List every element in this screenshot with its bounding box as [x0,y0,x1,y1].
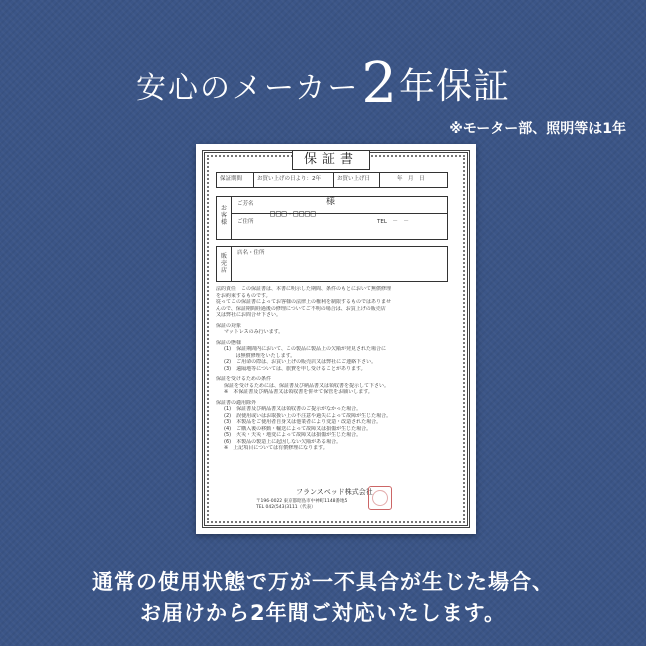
dealer-side-label: 販売店 [220,253,227,274]
terms-heading: 保証の対象 [216,322,242,329]
terms-line: ※ 本保証書及び納品書又は領収書を併せて保管をお願いします。 [224,389,373,395]
terms-line: (6) 本製品の製造上に起因しない欠陥がある場合。 [224,438,342,445]
customer-side-label: お客様 [220,205,227,226]
terms-line: (5) 火災・天災・地変によって故障又は損傷が生じた場合。 [224,432,362,438]
terms-line: (3) 遠隔地等については、旅費を申し受けることがあります。 [224,365,366,372]
terms-line: は無償修理をいたします。 [224,352,296,359]
terms-text [216,286,456,452]
postal-code-boxes: □□□-□□□□ [270,209,317,218]
terms-line: ※ 上記項目については有償修理になります。 [224,445,328,451]
company-seal-stamp [368,486,392,510]
terms-heading: 保証書の適用除外 [216,399,257,406]
terms-heading: 保証の態様 [216,339,242,346]
period-from: お買い上げの日より：2年 [257,176,322,182]
company-name: フランスベッド株式会社 [296,488,373,496]
headline [0,51,646,116]
terms-heading: 保証を受けるための条件 [216,376,272,382]
dealer-box [216,246,448,282]
bottom-line-2: お届けから2年間ご対応いたします。 [140,601,506,625]
terms-line: 又は弊社にお問合せ下さい。 [216,312,282,318]
terms-line: をお約束するものです。 [216,292,271,299]
name-label: ご芳名 [237,201,254,207]
bottom-line-1: 通常の使用状態で万が一不具合が生じた場合、 [92,570,554,594]
terms-line: (3) 本製品をご使用者自身又は他業者により変造・改造された場合。 [224,419,382,425]
period-label: 保証期間 [220,176,243,182]
headline-part1: 安心のメーカー [135,71,360,106]
card-title: 保証書 [292,150,370,170]
purchase-date-label: お買い上げ日 [337,176,371,182]
terms-line: (4) ご購入後の移動・輸送によって故障又は損傷が生じた場合。 [224,425,372,432]
sama-label: 様 [326,197,336,207]
dealer-label: 店名・住所 [237,250,265,256]
terms-line: (1) 保証書及び納品書又は領収書のご提示がなかった場合。 [224,406,362,412]
terms-line: 従ってこの保証書によってお客様の法律上の権利を制限するものではありませ [216,299,392,305]
terms-line: (2) 誤使用或いはお取扱い上の不注意や過失によって故障が生じた場合。 [224,412,392,419]
address-label: ご住所 [237,219,254,225]
terms-line: (1) 保証期間内において、この製品に製品上の欠陥が発見された場合に [224,346,386,352]
company-address-line: 〒196-0022 東京都昭島市中神町1148番地5 [256,499,348,504]
headline-number: 2 [361,51,398,116]
terms-line: 保証を受けるためには、保証書及び納品書又は領収書を提示して下さい。 [224,382,390,389]
purchase-date-ymd: 年 月 日 [397,176,425,182]
terms-line: んので、保証期間経過後の修理についてご不明の場合は、お買上げの販売店 [216,305,386,312]
period-row [216,172,448,188]
terms-line: マットレスのみ行います。 [224,329,284,335]
headline-part2: 年保証 [399,66,511,107]
company-tel: TEL 042(543)3111（代表） [256,505,316,510]
terms-line: (2) ご用命の際は、お買い上げの販売店又は弊社にご連絡下さい。 [224,359,377,365]
warranty-card [196,144,476,534]
exception-note: ※モーター部、照明等は1年 [449,121,626,137]
company-address [256,499,347,511]
tel-label: TEL － － [377,219,409,225]
terms-line: 法的責任 この保証書は、本書に明示した期間、条件のもとにおいて無償修理 [216,286,392,292]
